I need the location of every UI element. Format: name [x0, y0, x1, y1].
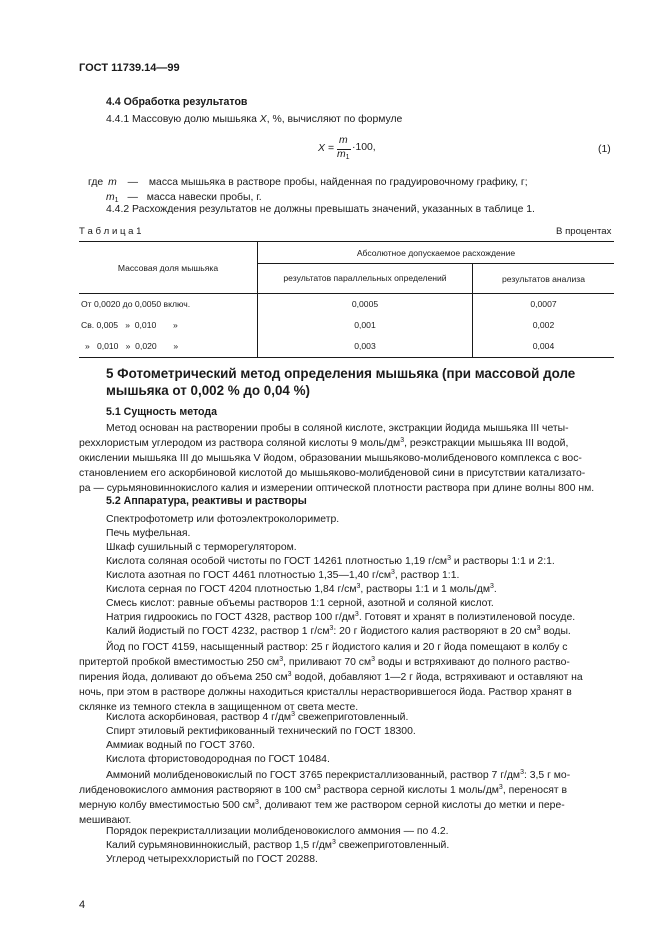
list-item: Шкаф сушильный с терморегулятором.: [106, 542, 297, 553]
section-5-2-title: 5.2 Аппаратура, реактивы и растворы: [106, 495, 307, 507]
table-row: От 0,0020 до 0,0050 включ. 0,0005 0,0007: [79, 294, 614, 315]
section-5-title: 5 Фотометрический метод определения мышьяка (при массовой доле мышьяка от 0,002 % до 0,04 %): [106, 366, 576, 398]
list-item: Кислота фтористоводородная по ГОСТ 10484.: [106, 754, 330, 765]
table-row: Св. 0,005 » 0,010 » 0,001 0,002: [79, 315, 614, 336]
list-item: Порядок перекристаллизации молибденовокислого аммония — по 4.2.: [106, 826, 449, 837]
document-header: ГОСТ 11739.14—99: [79, 62, 180, 74]
iodine-paragraph: Йод по ГОСТ 4159, насыщенный раствор: 25 г йодистого калия и 20 г йода помещают в колбу с притертой пробкой вместимостью 250 $см^3$, приливают 70 $см^3$ воды и встряхивают до полного раство- пирения йода, доливают до объема 250 $см^3$ водой, добавляют 1—2 г йода, встряхивают и оставляют на ночь, при этом в растворе должны находиться кристаллы нерастворившегося йода. Раствор хранят в склянке из темного стекла в защищенном от света месте.: [79, 642, 583, 713]
list-item: Калий йодистый по ГОСТ 4232, раствор 1 $г/см^3$: 20 г йодистого калия растворяют в 20 $см^3$ воды.: [106, 625, 571, 637]
paragraph-4-4-2: 4.4.2 Расхождения результатов не должны превышать значений, указанных в таблице 1.: [106, 204, 535, 215]
table-header-col1: Массовая доля мышьяка: [79, 242, 258, 294]
list-item: Смесь кислот: равные объемы растворов 1:1 серной, азотной и соляной кислот.: [106, 598, 494, 609]
table-1-units: В процентах: [556, 226, 612, 237]
table-1-grid: [79, 241, 614, 358]
section-4-4-title: 4.4 Обработка результатов: [106, 96, 248, 108]
list-item: Кислота аскорбиновая, раствор 4 $г/дм^3$ свежеприготовленный.: [106, 711, 409, 723]
formula-1: X = m $m_1$ ·100,: [318, 135, 376, 161]
list-item: Кислота серная по ГОСТ 4204 плотностью 1,84 $г/см^3$, растворы 1:1 и 1 моль/$дм^3$.: [106, 583, 497, 595]
table-header-col2: результатов параллельных определений: [258, 264, 473, 294]
table-1: [79, 241, 614, 358]
list-item: Аммиак водный по ГОСТ 3760.: [106, 740, 255, 751]
where-line-1: где m — масса мышьяка в растворе пробы, найденная по градуировочному графику, г;: [88, 177, 528, 188]
formula-number: (1): [598, 144, 611, 155]
where-line-2: $m_1$ — масса навески пробы, г.: [106, 192, 262, 204]
table-1-caption: Т а б л и ц а 1: [79, 226, 142, 237]
page-number: 4: [79, 899, 86, 911]
section-5-1-text: Метод основан на растворении пробы в соляной кислоте, экстракции йодида мышьяка III четы- реххлористым углеродом из раствора соляной кислоты 9 моль/$дм^3$, реэкстракции мышьяка III водой, окислении мышьяка III до мышьяка V йодом, образовании мышьяково-молибденового комплекса с вос- становлением его аскорбиновой кислотой до мышьяково-молибденовой сини в присутствии катализато- ра — сурьмяновиннокислого калия и измерении оптической плотности раствора при длине волны 800 нм.: [79, 423, 595, 494]
list-item: Кислота соляная особой чистоты по ГОСТ 14261 плотностью 1,19 $г/см^3$ и растворы 1:1 и 2:1.: [106, 555, 555, 567]
table-row: » 0,010 » 0,020 » 0,003 0,004: [79, 336, 614, 358]
list-item: Натрия гидроокись по ГОСТ 4328, раствор 100 $г/дм^3$. Готовят и хранят в полиэтиленовой посуде.: [106, 611, 576, 623]
paragraph-4-4-1: 4.4.1 Массовую долю мышьяка X, %, вычисляют по формуле: [106, 114, 403, 125]
table-header-col3: результатов анализа: [473, 264, 615, 294]
list-item: Кислота азотная по ГОСТ 4461 плотностью 1,35—1,40 $г/см^3$, раствор 1:1.: [106, 569, 460, 581]
list-item: Спирт этиловый ректификованный технический по ГОСТ 18300.: [106, 726, 416, 737]
ammonium-paragraph: Аммоний молибденовокислый по ГОСТ 3765 перекристаллизованный, раствор 7 $г/дм^3$: 3,5 г мо- либденовокислого аммония растворяют в 100 $см^3$ раствора серной кислоты 1 моль/$дм^3$, переносят в мерную колбу вместимостью 500 $см^3$, доливают тем же раствором серной кислоты до метки и пере- мешивают.: [79, 769, 571, 826]
list-item: Спектрофотометр или фотоэлектроколориметр.: [106, 514, 340, 525]
section-5-1-title: 5.1 Сущность метода: [106, 406, 218, 418]
table-header-group: Абсолютное допускаемое расхождение: [258, 242, 615, 264]
list-item: Углерод четыреххлористый по ГОСТ 20288.: [106, 854, 318, 865]
list-item: Печь муфельная.: [106, 528, 191, 539]
list-item: Калий сурьмяновиннокислый, раствор 1,5 $г/дм^3$ свежеприготовленный.: [106, 839, 450, 851]
